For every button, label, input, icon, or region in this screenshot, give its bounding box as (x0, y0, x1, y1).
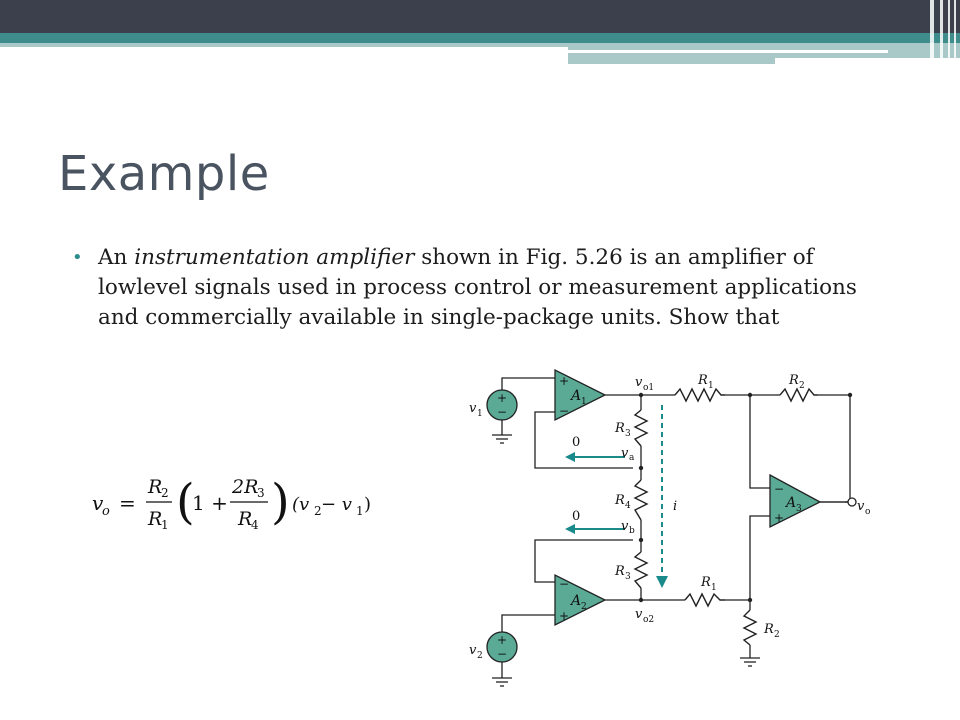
svg-text:−: − (774, 482, 785, 496)
formula-vo-sub: o (102, 504, 110, 519)
svg-text:3: 3 (625, 429, 631, 439)
bullet-icon: • (72, 247, 83, 268)
svg-text:A: A (571, 593, 582, 609)
formula-vo: v (92, 491, 104, 515)
label-v2: v (469, 643, 477, 658)
formula-diff: (v (292, 494, 310, 515)
label-v1: v (469, 401, 477, 416)
formula-minus: − v (321, 494, 352, 515)
label-r2-bot: R (764, 622, 774, 637)
svg-text:A: A (571, 388, 582, 404)
label-vo: v (857, 499, 865, 514)
formula-close: ) (364, 494, 372, 515)
svg-text:a: a (629, 453, 635, 463)
paragraph-emphasis: instrumentation amplifier (134, 245, 415, 270)
slide-title: Example (58, 146, 270, 202)
label-r4: R (615, 493, 625, 508)
svg-text:1: 1 (708, 381, 714, 391)
label-r3-top: R (615, 421, 625, 436)
svg-text:2: 2 (774, 630, 780, 640)
gain-formula (92, 468, 392, 538)
output-terminal (848, 498, 856, 506)
formula-v1-sub: 1 (356, 504, 364, 518)
svg-text:1: 1 (711, 583, 717, 593)
formula-right-paren: ) (271, 474, 290, 530)
label-r1-top: R (698, 373, 708, 388)
svg-text:1: 1 (581, 397, 587, 407)
label-r2-top: R (789, 373, 799, 388)
svg-text:2: 2 (799, 381, 805, 391)
label-r1-bot: R (701, 575, 711, 590)
source-v1 (487, 390, 517, 420)
formula-one-plus: 1 + (192, 491, 228, 515)
svg-text:b: b (629, 526, 635, 536)
svg-text:A: A (786, 495, 797, 511)
svg-text:1: 1 (477, 409, 483, 419)
formula-r4: R (238, 508, 253, 530)
svg-text:3: 3 (796, 504, 802, 514)
opamp-a3 (770, 475, 820, 527)
formula-equals: = (119, 491, 136, 515)
svg-text:−: − (497, 405, 508, 419)
label-r3-bot: R (615, 564, 625, 579)
slide-body (72, 243, 902, 333)
svg-text:+: + (774, 511, 785, 525)
formula-r2: R (148, 476, 163, 498)
label-vb: v (621, 519, 629, 534)
svg-text:o2: o2 (643, 615, 655, 625)
label-zero-top: 0 (572, 435, 581, 450)
formula-2r3: 2R (232, 476, 259, 498)
label-zero-bot: 0 (572, 509, 581, 524)
formula-r3-sub: 3 (257, 486, 265, 500)
header-bar (0, 0, 960, 64)
formula-r1-sub: 1 (161, 518, 169, 532)
formula-left-paren: ( (176, 474, 195, 530)
label-va: v (621, 446, 629, 461)
svg-text:3: 3 (625, 572, 631, 582)
svg-text:o1: o1 (643, 383, 655, 393)
opamp-a2 (555, 575, 605, 625)
svg-text:4: 4 (625, 501, 631, 511)
svg-text:2: 2 (477, 651, 483, 661)
svg-text:−: − (497, 647, 508, 661)
formula-r2-sub: 2 (161, 486, 169, 500)
svg-text:−: − (559, 404, 570, 418)
paragraph-text-rest: shown in Fig. 5.26 is an amplifier of lowlevel signals used in process control or measurement applications and commercially available in single-package units. Show that (98, 245, 857, 330)
bullet-paragraph (98, 243, 902, 333)
svg-text:+: + (497, 391, 508, 405)
svg-text:−: − (559, 577, 570, 591)
svg-text:+: + (559, 609, 570, 623)
label-current-i: i (673, 499, 678, 514)
svg-text:o: o (865, 507, 871, 517)
svg-text:+: + (559, 374, 570, 388)
formula-r4-sub: 4 (251, 518, 259, 532)
instrumentation-amplifier-circuit (455, 360, 895, 695)
paragraph-text-start: An (98, 245, 135, 270)
label-vo2: v (635, 607, 643, 622)
label-vo1: v (635, 375, 643, 390)
formula-r1: R (148, 508, 163, 530)
svg-text:+: + (497, 633, 508, 647)
opamp-a1 (555, 370, 605, 420)
source-v2 (487, 632, 517, 662)
formula-v2-sub: 2 (314, 504, 322, 518)
svg-text:2: 2 (581, 602, 587, 612)
